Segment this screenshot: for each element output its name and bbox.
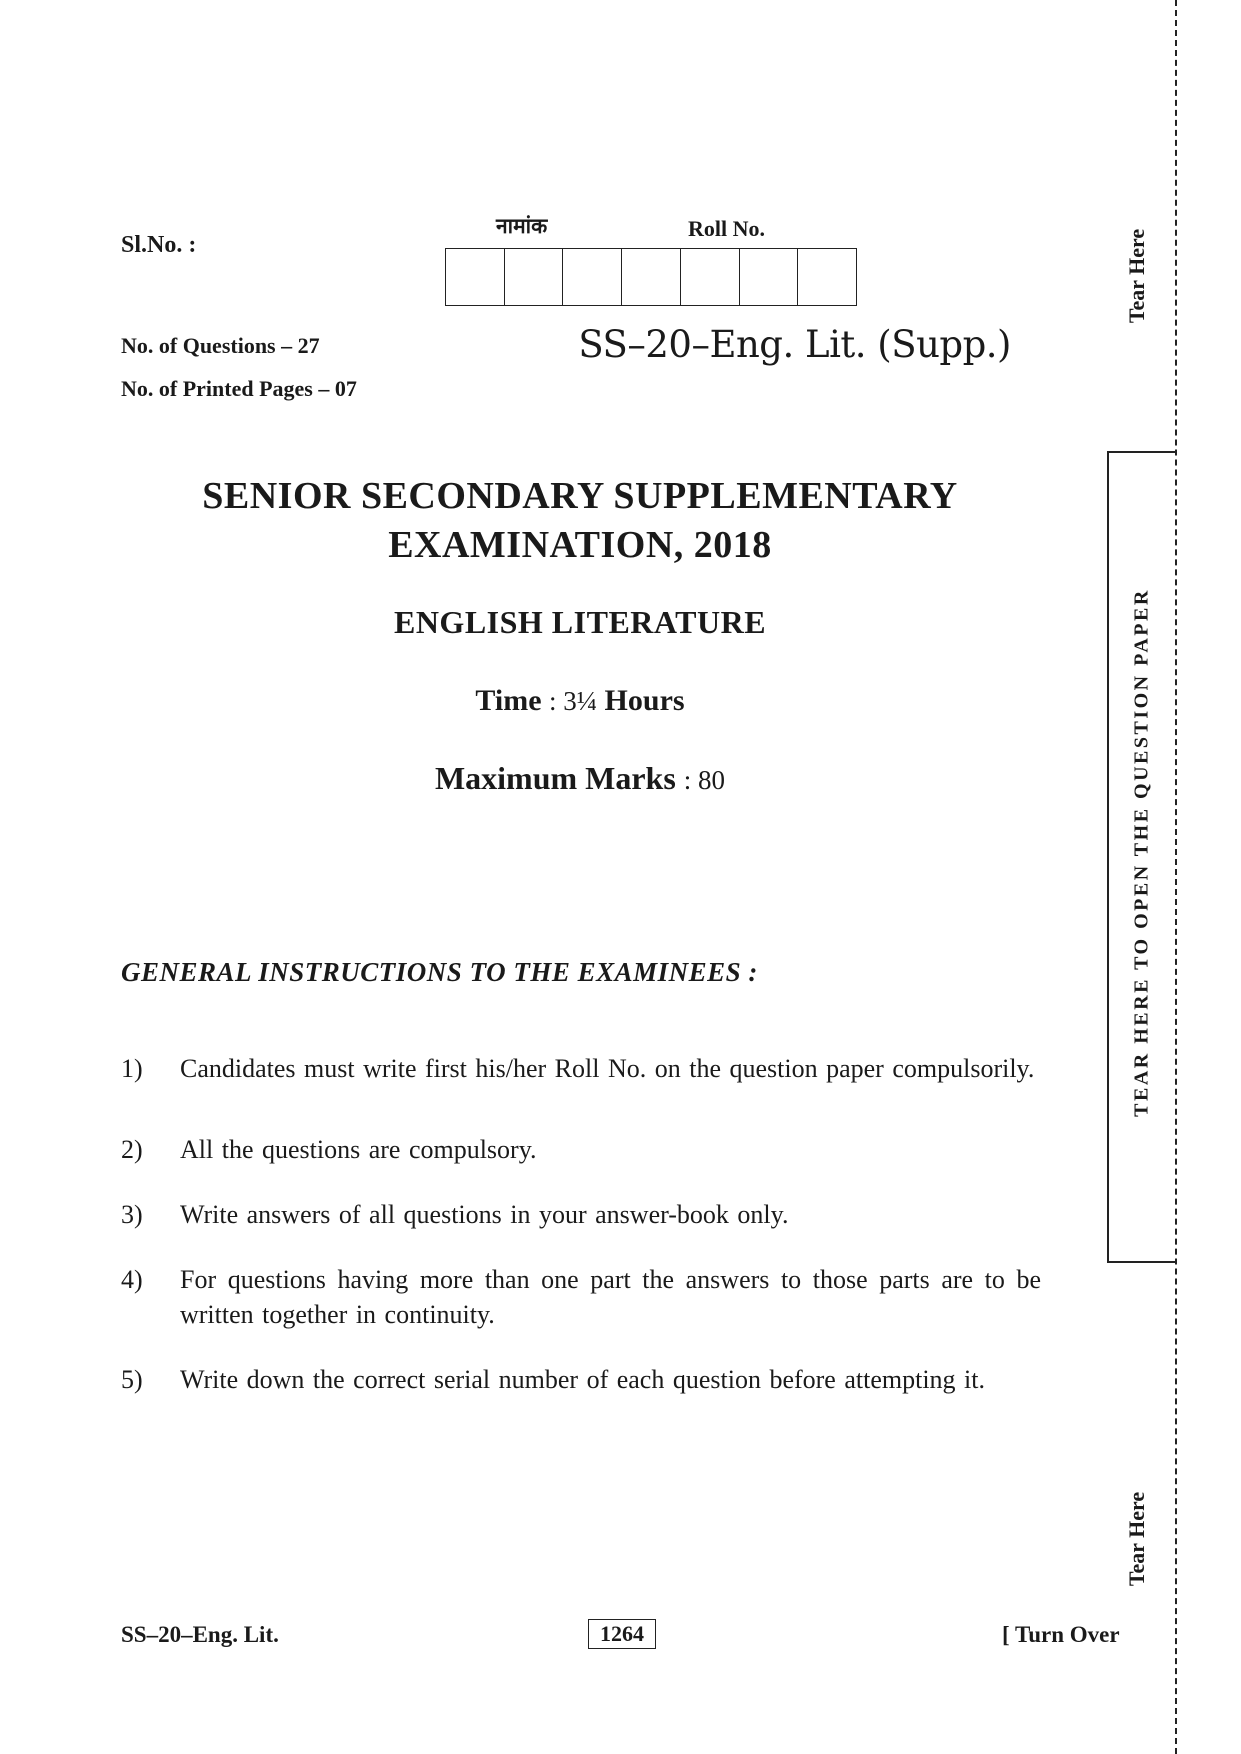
instruction-item: [121, 1132, 1041, 1167]
footer-paper-code: SS–20–Eng. Lit.: [121, 1622, 279, 1647]
number-of-printed-pages: No. of Printed Pages – 07: [121, 376, 357, 401]
roll-number-box: [622, 249, 681, 305]
instruction-item: [121, 1362, 1041, 1397]
time-unit: Hours: [604, 684, 685, 717]
time-label: Time: [475, 684, 542, 717]
roll-number-label-hindi: नामांक: [496, 214, 548, 238]
tear-here-top: Tear Here: [1124, 228, 1149, 324]
exam-title-line-2: EXAMINATION, 2018: [388, 524, 772, 566]
instruction-number: 2): [121, 1135, 143, 1164]
tear-here-bottom: Tear Here: [1124, 1491, 1149, 1587]
roll-number-box: [798, 249, 856, 305]
turn-over-label: [ Turn Over: [1002, 1622, 1120, 1647]
instruction-text: Candidates must write first his/her Roll No. on the question paper compulsorily.: [180, 1054, 1035, 1083]
instruction-text: For questions having more than one part the answers to those parts are to be written together in continuity.: [180, 1265, 1041, 1329]
paper-code: SS–20–Eng. Lit. (Supp.): [578, 323, 1011, 366]
instruction-number: 5): [121, 1365, 143, 1394]
instruction-number: 3): [121, 1200, 143, 1229]
exam-title-line-1: SENIOR SECONDARY SUPPLEMENTARY: [202, 475, 958, 517]
time-value: : 3¼: [549, 686, 598, 716]
serial-number-label: Sl.No. :: [121, 232, 197, 258]
exam-duration: [0, 684, 1160, 718]
instruction-number: 1): [121, 1054, 143, 1083]
instructions-heading: GENERAL INSTRUCTIONS TO THE EXAMINEES :: [121, 957, 758, 987]
maximum-marks: [0, 760, 1160, 797]
instruction-text: Write answers of all questions in your answer-book only.: [180, 1200, 789, 1229]
footer-page-number: 1264: [588, 1619, 656, 1649]
roll-number-box: [563, 249, 622, 305]
roll-number-box: [740, 249, 799, 305]
roll-number-boxes: [445, 248, 857, 306]
roll-number-box: [446, 249, 505, 305]
instruction-item: [121, 1051, 1041, 1086]
instruction-item: [121, 1262, 1041, 1332]
roll-number-box: [681, 249, 740, 305]
instruction-text: All the questions are compulsory.: [180, 1135, 537, 1164]
number-of-questions: No. of Questions – 27: [121, 333, 320, 358]
instruction-text: Write down the correct serial number of each question before attempting it.: [180, 1365, 985, 1394]
tear-box-text: TEAR HERE TO OPEN THE QUESTION PAPER: [1130, 588, 1153, 1117]
instruction-number: 4): [121, 1265, 143, 1294]
roll-number-label: Roll No.: [688, 216, 765, 241]
marks-label: Maximum Marks: [434, 760, 676, 796]
instruction-item: [121, 1197, 1041, 1232]
marks-value: : 80: [683, 765, 726, 795]
roll-number-box: [505, 249, 564, 305]
subject-title: ENGLISH LITERATURE: [393, 604, 767, 640]
